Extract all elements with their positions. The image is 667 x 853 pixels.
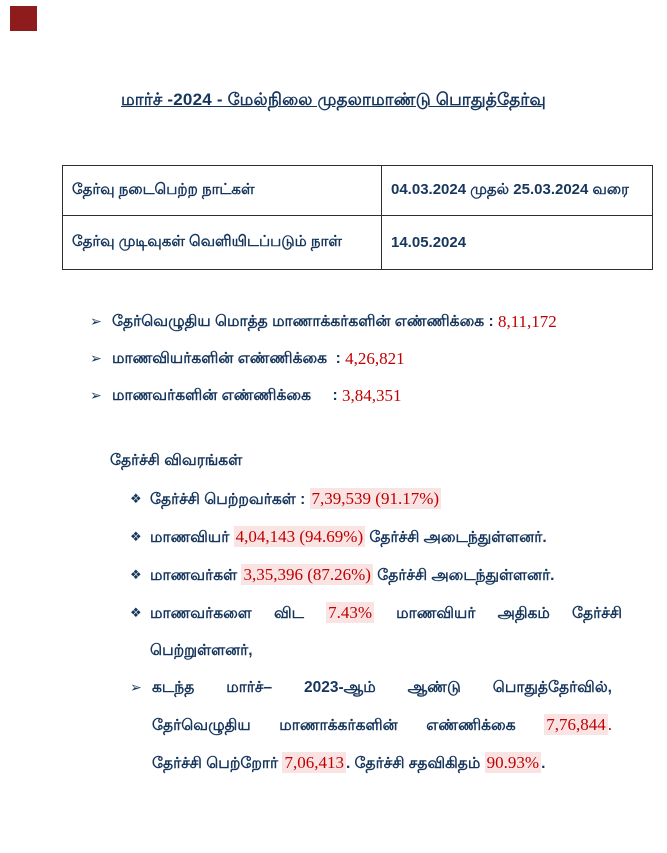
punctuation: . [541, 755, 546, 772]
exam-dates-label: தேர்வு நடைபெற்ற நாட்கள் [63, 166, 382, 216]
item-value: 3,35,396 (87.26%) [243, 565, 371, 584]
paragraph-line [152, 706, 612, 744]
item-label: தேர்வெழுதிய மொத்த மாணாக்கர்களின் எண்ணிக்கை : [112, 313, 498, 330]
exam-dates-value: 04.03.2024 முதல் 25.03.2024 வரை [382, 166, 653, 216]
pass-details-heading: தேர்ச்சி விவரங்கள் [110, 452, 243, 469]
item-label: தேர்ச்சி பெற்றவர்கள் : [150, 491, 310, 508]
prev-percentage-value: 90.93% [486, 753, 540, 772]
item-value: 8,11,172 [497, 312, 557, 331]
result-date-value: 14.05.2024 [382, 216, 653, 270]
paragraph-line: கடந்த மார்ச்– 2023-ஆம் ஆண்டு பொதுத்தேர்வில், [152, 679, 612, 696]
list-item-total-candidates [90, 310, 667, 333]
list-item-girls-count [90, 347, 667, 370]
item-value: 4,26,821 [345, 349, 405, 368]
punctuation: . [607, 715, 612, 734]
list-item-boys-count [90, 384, 667, 407]
candidate-summary-list [90, 310, 667, 407]
item-label-post: தேர்ச்சி அடைந்துள்ளனர். [372, 567, 555, 584]
arrow-bullet-icon: ➢ [130, 679, 142, 695]
item-label: மாணவியர் [150, 529, 234, 546]
table-row [63, 216, 653, 270]
previous-year-paragraph [130, 669, 612, 782]
item-value: 3,84,351 [341, 386, 402, 405]
list-item-total-passed [130, 480, 622, 518]
arrow-bullet-icon: ➢ [90, 350, 102, 366]
page-title: மார்ச் -2024 - மேல்நிலை முதலாமாண்டு பொதுத்தேர்வு [121, 90, 546, 109]
list-item-girls-lead [130, 594, 622, 669]
diamond-bullet-icon: ❖ [130, 529, 142, 544]
item-label: மாணவர்களின் எண்ணிக்கை : [112, 387, 342, 404]
paragraph-text: தேர்ச்சி பெற்றோர் [152, 755, 283, 772]
red-corner-mark [10, 6, 37, 31]
table-row [63, 166, 653, 216]
result-date-label: தேர்வு முடிவுகள் வெளியிடப்படும் நாள் [63, 216, 382, 270]
arrow-bullet-icon: ➢ [90, 313, 102, 329]
pass-details-list [130, 480, 622, 669]
item-label: மாணவர்களை விட [150, 605, 327, 622]
diamond-bullet-icon: ❖ [130, 605, 142, 620]
list-item-boys-passed [130, 556, 622, 594]
diamond-bullet-icon: ❖ [130, 491, 142, 506]
exam-dates-table [62, 165, 653, 270]
diamond-bullet-icon: ❖ [130, 567, 142, 582]
item-label-post: தேர்ச்சி அடைந்துள்ளனர். [365, 529, 547, 546]
paragraph-text: தேர்வெழுதிய மாணாக்கர்களின் எண்ணிக்கை [152, 717, 545, 734]
item-label: மாணவர்கள் [150, 567, 242, 584]
item-line [150, 594, 622, 632]
item-value: 4,04,143 (94.69%) [235, 527, 364, 546]
prev-passed-value: 7,06,413 [284, 753, 344, 772]
item-label: மாணவியர்களின் எண்ணிக்கை : [112, 350, 346, 367]
prev-total-value: 7,76,844 [546, 715, 606, 734]
arrow-bullet-icon: ➢ [90, 387, 102, 403]
item-value: 7,39,539 (91.17%) [311, 489, 440, 508]
paragraph-text: . தேர்ச்சி சதவிகிதம் [345, 755, 485, 772]
item-value: 7.43% [328, 603, 372, 622]
paragraph-line [152, 744, 612, 782]
item-line: பெற்றுள்ளனர், [150, 642, 253, 659]
item-label-post: மாணவியர் அதிகம் தேர்ச்சி [373, 605, 622, 622]
list-item-girls-passed [130, 518, 622, 556]
